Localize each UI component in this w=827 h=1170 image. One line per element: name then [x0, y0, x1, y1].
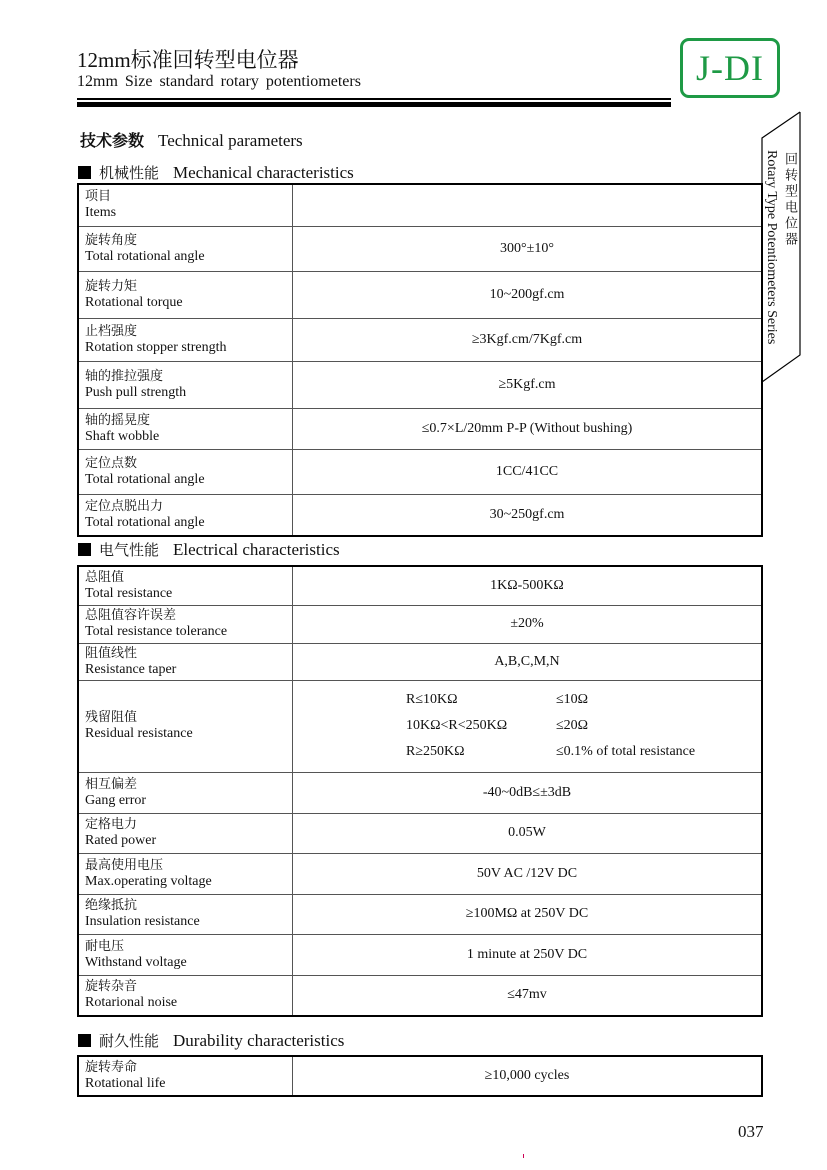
- page-number: 037: [738, 1122, 764, 1141]
- row-label: [78, 975, 293, 1016]
- row-value: ≥5Kgf.cm: [293, 361, 763, 408]
- table-row: [78, 1056, 762, 1096]
- label-en: Withstand voltage: [85, 954, 187, 970]
- brand-logo: [680, 38, 780, 98]
- label-cn: 旋转力矩: [85, 278, 138, 294]
- label-en: Residual resistance: [85, 726, 193, 741]
- label-cn: 阻值线性: [85, 645, 138, 661]
- label-cn: 旋转寿命: [85, 1060, 138, 1075]
- side-tab-cn: 回转型电位器: [782, 152, 797, 248]
- label-en: Rotarional noise: [85, 995, 178, 1011]
- label-en: Push pull strength: [85, 384, 187, 400]
- table-row: [78, 813, 762, 853]
- residual-condition: R≥250KΩ: [406, 744, 465, 759]
- label-cn: 轴的摇晃度: [85, 412, 151, 428]
- label-en: Rotation stopper strength: [85, 339, 227, 355]
- header-rule-thin: [77, 98, 671, 100]
- row-value: ≥100MΩ at 250V DC: [293, 894, 763, 934]
- label-en: Shaft wobble: [85, 428, 160, 444]
- section-heading-cn: 电气性能: [99, 541, 160, 559]
- section-heading-mechanical: [78, 162, 354, 183]
- residual-condition: 10KΩ<R<250KΩ: [406, 718, 508, 733]
- row-value: ≥10,000 cycles: [293, 1056, 763, 1096]
- table-row: [78, 894, 762, 934]
- row-label: [78, 184, 293, 226]
- row-value: 300°±10°: [293, 226, 763, 271]
- row-value: 30~250gf.cm: [293, 494, 763, 536]
- row-value: -40~0dB≤±3dB: [293, 772, 763, 813]
- label-en: Total resistance tolerance: [85, 624, 228, 639]
- label-cn: 定格电力: [85, 817, 138, 832]
- row-value: [293, 184, 763, 226]
- section-heading-cn: 机械性能: [99, 164, 160, 182]
- residual-grid: [406, 692, 761, 760]
- row-label: [78, 271, 293, 318]
- table-row: [78, 643, 762, 680]
- square-bullet-icon: [78, 1034, 91, 1047]
- row-label: [78, 226, 293, 271]
- square-bullet-icon: [78, 543, 91, 556]
- row-label: [78, 813, 293, 853]
- table-row: [78, 449, 762, 494]
- row-value: 0.05W: [293, 813, 763, 853]
- section-heading-cn: 耐久性能: [99, 1032, 160, 1050]
- label-en: Total rotational angle: [85, 248, 205, 264]
- label-cn: 总阻值: [85, 569, 125, 585]
- row-value: 50V AC /12V DC: [293, 853, 763, 894]
- table-row: [78, 853, 762, 894]
- row-value: A,B,C,M,N: [293, 643, 763, 680]
- table-row: [78, 226, 762, 271]
- table-row: [78, 361, 762, 408]
- table-row: [78, 318, 762, 361]
- durability-table: [77, 1055, 763, 1097]
- row-label: [78, 1056, 293, 1096]
- header-rule-thick: [77, 102, 671, 107]
- table-row: [78, 975, 762, 1016]
- label-cn: 止档强度: [85, 323, 138, 339]
- label-en: Rotational torque: [85, 294, 183, 310]
- table-row: [78, 184, 762, 226]
- tech-heading-cn: 技术参数: [80, 131, 145, 150]
- mechanical-table: [77, 183, 763, 537]
- label-cn: 残留阻值: [85, 710, 138, 725]
- label-en: Items: [85, 205, 117, 221]
- label-cn: 绝缘抵抗: [85, 898, 138, 913]
- row-label: [78, 643, 293, 680]
- table-row: [78, 605, 762, 643]
- residual-values: [293, 680, 763, 772]
- label-en: Insulation resistance: [85, 914, 200, 929]
- label-cn: 项目: [85, 189, 112, 205]
- row-label: [78, 934, 293, 975]
- table-row: [78, 271, 762, 318]
- row-value: ≤47mv: [293, 975, 763, 1016]
- label-en: Rotational life: [85, 1076, 166, 1091]
- label-en: Total rotational angle: [85, 514, 205, 530]
- section-heading-electrical: [78, 539, 340, 560]
- tech-heading: [80, 128, 303, 151]
- row-value: 1KΩ-500KΩ: [293, 566, 763, 605]
- row-label: [78, 772, 293, 813]
- print-mark: [523, 1154, 524, 1158]
- label-cn: 旋转杂音: [85, 979, 138, 995]
- residual-limit: ≤10Ω: [556, 692, 589, 707]
- side-tab-en: Rotary Type Potentiometers Series: [764, 150, 779, 345]
- row-label: [78, 449, 293, 494]
- page-title-cn: 12mm标准回转型电位器: [77, 48, 299, 72]
- row-label: [78, 894, 293, 934]
- section-heading-en: Durability characteristics: [173, 1031, 345, 1050]
- section-heading-durability: [78, 1030, 344, 1051]
- table-row: [78, 566, 762, 605]
- label-en: Gang error: [85, 792, 147, 808]
- row-value: 1 minute at 250V DC: [293, 934, 763, 975]
- row-value: ±20%: [293, 605, 763, 643]
- table-row: [78, 934, 762, 975]
- table-row: [78, 408, 762, 449]
- label-cn: 最高使用电压: [85, 857, 164, 873]
- label-en: Rated power: [85, 833, 157, 848]
- row-value: 1CC/41CC: [293, 449, 763, 494]
- row-label: [78, 853, 293, 894]
- table-row: [78, 680, 762, 772]
- section-heading-en: Mechanical characteristics: [173, 163, 354, 182]
- residual-limit: ≤20Ω: [556, 718, 589, 733]
- row-label: [78, 494, 293, 536]
- label-cn: 轴的推拉强度: [85, 368, 164, 384]
- row-value: ≤0.7×L/20mm P-P (Without bushing): [293, 408, 763, 449]
- label-en: Total rotational angle: [85, 471, 205, 487]
- row-label: [78, 361, 293, 408]
- electrical-table: [77, 565, 763, 1017]
- row-value: ≥3Kgf.cm/7Kgf.cm: [293, 318, 763, 361]
- label-en: Max.operating voltage: [85, 873, 212, 889]
- label-en: Total resistance: [85, 585, 173, 601]
- row-label: [78, 605, 293, 643]
- row-label: [78, 680, 293, 772]
- label-en: Resistance taper: [85, 661, 177, 677]
- row-label: [78, 408, 293, 449]
- residual-limit: ≤0.1% of total resistance: [556, 744, 696, 759]
- row-label: [78, 566, 293, 605]
- label-cn: 定位点数: [85, 455, 138, 471]
- label-cn: 相互偏差: [85, 776, 138, 792]
- table-row: [78, 494, 762, 536]
- logo-text: J-DI: [696, 48, 764, 88]
- label-cn: 耐电压: [85, 938, 125, 954]
- label-cn: 旋转角度: [85, 232, 138, 248]
- row-label: [78, 318, 293, 361]
- table-row: [78, 772, 762, 813]
- tech-heading-en: Technical parameters: [158, 131, 303, 150]
- section-heading-en: Electrical characteristics: [173, 540, 340, 559]
- page-title-en: 12mm Size standard rotary potentiometers: [77, 73, 361, 90]
- label-cn: 定位点脱出力: [85, 498, 164, 514]
- square-bullet-icon: [78, 166, 91, 179]
- label-cn: 总阻值容许误差: [85, 608, 177, 623]
- row-value: 10~200gf.cm: [293, 271, 763, 318]
- residual-condition: R≤10KΩ: [406, 692, 458, 707]
